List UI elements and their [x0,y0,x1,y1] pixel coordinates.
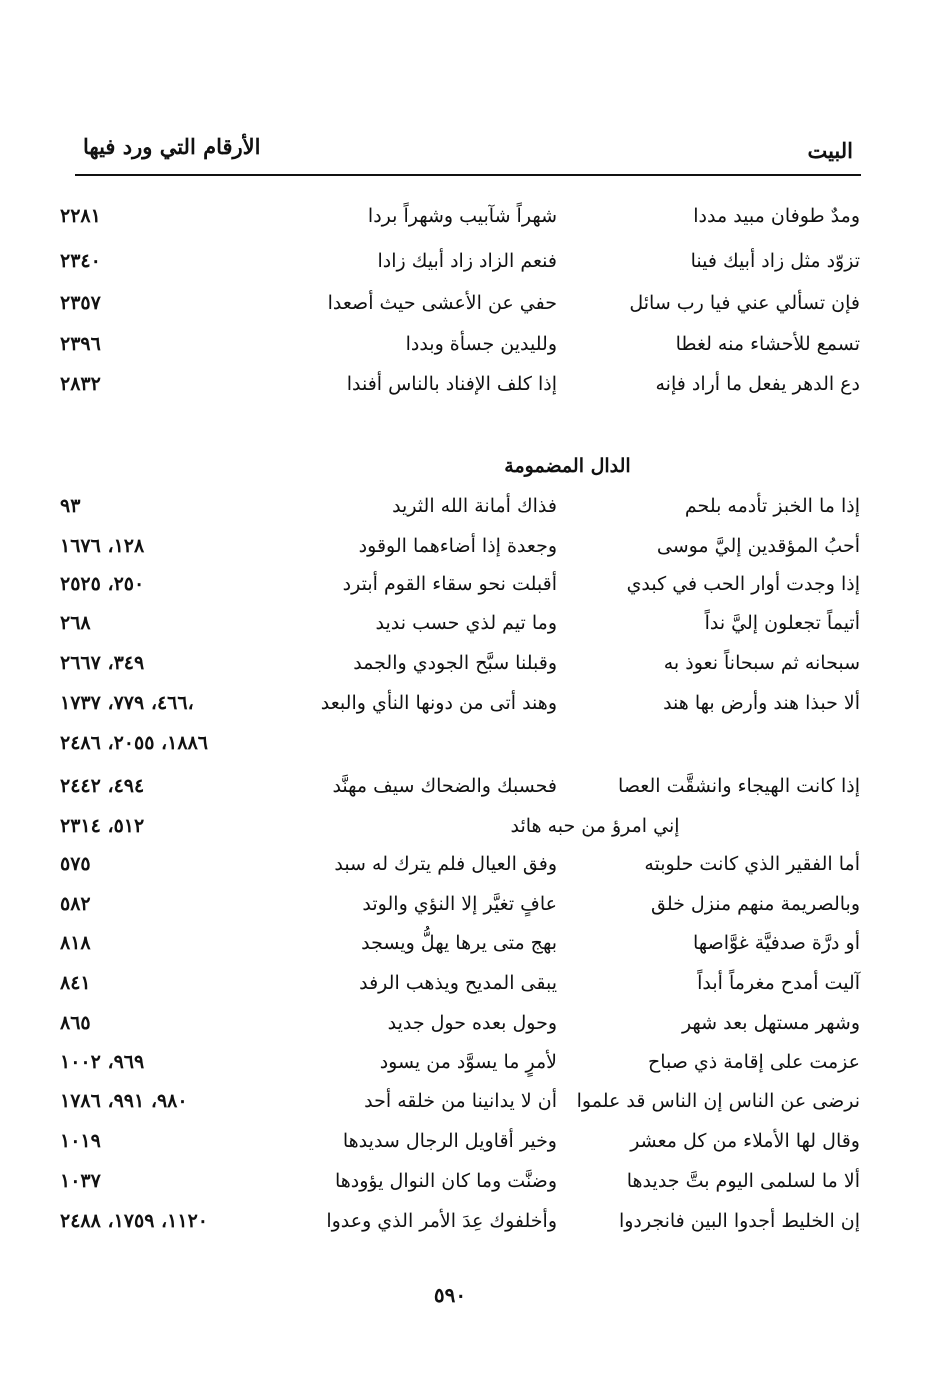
second-hemistich: وحول بعده حول جديد [387,1012,557,1034]
second-hemistich: فذاك أمانة الله الثريد [392,495,557,517]
verse-row [60,573,860,609]
page-number: ٥٩٠ [433,1283,467,1307]
verse-row [60,292,860,328]
occurrence-numbers: ٩٦٩، ١٠٠٢ [60,1051,145,1073]
verse-row [60,1210,860,1246]
first-hemistich: ألا ما لسلمى اليوم بتَّ جديدها [626,1170,860,1192]
occurrence-numbers: ٢٥٠، ٢٥٢٥ [60,573,145,595]
first-hemistich: أتيماً تجعلون إليَّ نداً [704,612,860,634]
second-hemistich: فحسبك والضحاك سيف مهنَّد [332,775,557,797]
occurrence-numbers: ١٠١٩ [60,1130,101,1152]
second-hemistich: أقبلت نحو سقاء القوم أبترد [342,573,557,595]
second-hemistich: وخير أقاويل الرجال سديدها [342,1130,557,1152]
second-hemistich: عافٍ تغيَّر إلا النؤي والوتد [362,893,557,915]
occurrence-numbers: ٢٢٨١ [60,205,101,227]
first-hemistich: تزوّد مثل زاد أبيك فينا [690,250,860,272]
verse-row [60,1012,860,1048]
second-hemistich: حفي عن الأعشى حيث أصعدا [327,292,557,314]
second-hemistich: وهند أتى من دونها النأي والبعد [320,692,557,714]
occurrence-numbers: ٢٣٩٦ [60,333,101,355]
occurrence-numbers: ٥١٢، ٢٣١٤ [60,815,145,837]
second-hemistich: وقبلنا سبَّح الجودي والجمد [353,652,557,674]
verse-row [60,972,860,1008]
occurrence-numbers: ١٢٨، ١٦٧٦ [60,535,145,557]
verse-row [60,932,860,968]
first-hemistich: تسمع للأحشاء منه لغطا [675,333,860,355]
first-hemistich: فإن تسألي عني فيا رب سائل [629,292,860,314]
first-hemistich: أحبُ المؤقدين إليَّ موسى [656,535,860,557]
second-hemistich: وما تيم لذي حسب نديد [375,612,557,634]
first-hemistich: وقال لها الأملاء من كل معشر [630,1130,860,1152]
first-hemistich: أما الفقير الذي كانت حلوبته [644,853,860,875]
first-hemistich: ومدٌ طوفان مبيد مددا [693,205,860,227]
occurrence-numbers: ٢٨٣٢ [60,373,101,395]
numbers-column-header: الأرقام التي ورد فيها [83,134,261,159]
occurrence-numbers: ٥٨٢ [60,893,91,915]
occurrence-numbers: ٤٦٦، ٧٧٩، ١٧٣٧، [60,692,194,714]
occurrence-numbers: ٩٣ [60,495,81,517]
verse-row [60,853,860,889]
first-hemistich: نرضى عن الناس إن الناس قد علموا [576,1090,860,1112]
first-hemistich: إن الخليط أجدوا البين فانجردوا [618,1210,860,1232]
verse-row [60,692,860,728]
occurrence-numbers: ٩٨٠، ٩٩١، ١٧٨٦ [60,1090,188,1112]
occurrence-numbers: ٣٤٩، ٢٦٦٧ [60,652,145,674]
first-hemistich: آليت أمدح مغرماً أبداً [697,972,860,994]
second-hemistich: إذا كلف الإفناد بالناس أفندا [346,373,557,395]
verse-row [60,250,860,286]
verse-row [60,1170,860,1206]
verse-row [60,205,860,241]
single-hemistich: إني امرؤ من حبه هائد [510,815,680,837]
occurrence-numbers: ٢٣٤٠ [60,250,101,272]
table-header [75,128,861,176]
occurrence-numbers: ٢٣٥٧ [60,292,101,314]
second-hemistich: أن لا يدانينا من خلقه أحد [364,1090,557,1112]
second-hemistich: ولليدين جسأة وبددا [405,333,557,355]
section-title: الدال المضمومة [504,455,631,477]
verse-row [60,495,860,531]
occurrence-numbers: ٢٦٨ [60,612,91,634]
verse-row [60,893,860,929]
first-hemistich: دع الدهر يفعل ما أراد فإنه [655,373,860,395]
first-hemistich: أو درَّة صدفيَّة غوَّاصها [693,932,860,954]
first-hemistich: سبحانه ثم سبحاناً نعوذ به [663,652,860,674]
second-hemistich: شهراً شآبيب وشهراً بردا [367,205,557,227]
first-hemistich: إذا كانت الهيجاء وانشقَّت العصا [618,775,860,797]
second-hemistich: وضنَّت وما كان النوال يؤودها [334,1170,557,1192]
occurrence-numbers: ٨٤١ [60,972,91,994]
verse-row [60,1051,860,1087]
verse-row [60,612,860,648]
occurrence-numbers: ٨١٨ [60,932,91,954]
first-hemistich: وبالصريمة منهم منزل خلق [651,893,860,915]
second-hemistich: لأمرٍ ما يسوَّد من يسود [379,1051,557,1073]
second-hemistich: بهج متى يرها يهلُّ ويسجد [361,932,557,954]
occurrence-numbers: ٨٦٥ [60,1012,91,1034]
verse-row [60,815,860,851]
verse-row [60,535,860,571]
second-hemistich: فنعم الزاد زاد أبيك زادا [377,250,557,272]
second-hemistich: يبقى المديح ويذهب الرفد [359,972,557,994]
verse-row [60,1090,860,1126]
verse-row [60,775,860,811]
second-hemistich: وفق العيال فلم يترك له سبد [334,853,557,875]
first-hemistich: وشهر مستهل بعد شهر [681,1012,860,1034]
verse-row [60,1130,860,1166]
second-hemistich: وجعدة إذا أضاءهما الوقود [358,535,557,557]
occurrence-numbers: ١٠٣٧ [60,1170,101,1192]
verse-row [60,652,860,688]
occurrence-numbers: ٥٧٥ [60,853,91,875]
second-hemistich: وأخلفوك عِدَ الأمر الذي وعدوا [326,1210,557,1232]
first-hemistich: إذا وجدت أوار الحب في كبدي [626,573,860,595]
occurrence-numbers: ٤٩٤، ٢٤٤٢ [60,775,145,797]
verse-row [60,333,860,369]
first-hemistich: ألا حبذا هند وأرض بها هند [663,692,860,714]
verse-row [60,373,860,409]
first-hemistich: عزمت على إقامة ذي صباح [647,1051,860,1073]
first-hemistich: إذا ما الخبز تأدمه بلحم [684,495,860,517]
occurrence-numbers: ١١٢٠، ١٧٥٩، ٢٤٨٨ [60,1210,208,1232]
occurrence-numbers-continued: ١٨٨٦، ٢٠٥٥، ٢٤٨٦ [60,732,208,754]
verse-column-header: البيت [807,138,853,163]
